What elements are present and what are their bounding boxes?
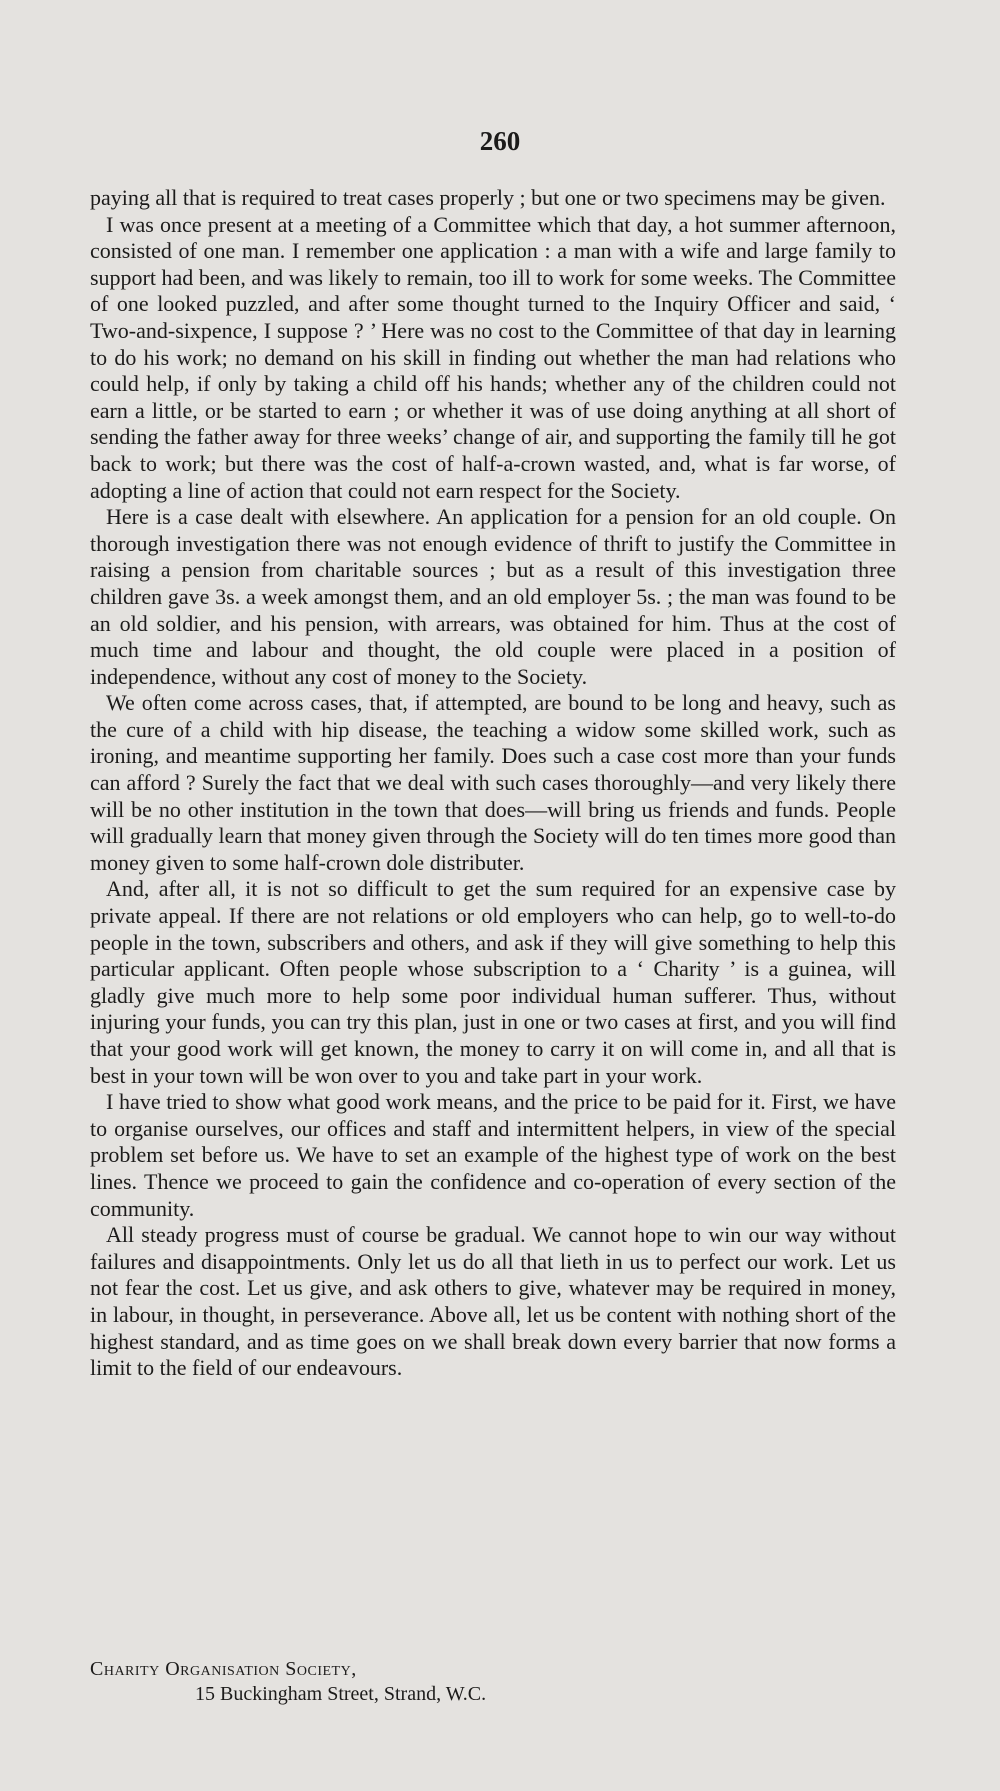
signature-block (90, 1657, 890, 1707)
body-text (90, 185, 896, 1382)
organisation-address: 15 Buckingham Street, Strand, W.C. (195, 1683, 487, 1705)
paragraph: Here is a case dealt with elsewhere. An application for a pension for an old couple. On thorough investigation there was not enough evidence of thrift to justify the Committee in raising a pension from charitable sources ; but as a result of this investigation three children gave 3s. a week amongst them, and an old employer 5s. ; the man was found to be an old soldier, and his pension, with arrears, was obtained for him. Thus at the cost of much time and labour and thought, the old couple were placed in a position of independence, without any cost of money to the Society. (90, 504, 896, 689)
paragraph: I was once present at a meeting of a Committee which that day, a hot summer afternoon, consisted of one man. I remember one application : a man with a wife and large family to support had been, and was likely to remain, too ill to work for some weeks. The Committee of one looked puzzled, and after some thought turned to the Inquiry Officer and said, ‘ Two-and-sixpence, I suppose ? ’ Here was no cost to the Committee of that day in learning to do his work; no demand on his skill in finding out whether the man had relations who could help, if only by taking a child off his hands; whether any of the children could not earn a little, or be started to earn ; or whether it was of use doing anything at all short of sending the father away for three weeks’ change of air, and supporting the family till he got back to work; but there was the cost of half-a-crown wasted, and, what is far worse, of adopting a line of action that could not earn respect for the Society. (90, 211, 896, 503)
organisation-name: Charity Organisation Society, (90, 1658, 357, 1680)
page-number: 260 (479, 126, 521, 156)
paragraph: paying all that is required to treat cases properly ; but one or two specimens may be given. (90, 185, 886, 210)
paragraph: And, after all, it is not so difficult to get the sum required for an expensive case by private appeal. If there are not relations or old employers who can help, go to well-to-do people in the town, subscribers and others, and ask if they will give something to help this particular applicant. Often people whose subscription to a ‘ Charity ’ is a guinea, will gladly give much more to help some poor individual human sufferer. Thus, without injuring your funds, you can try this plan, just in one or two cases at first, and you will find that your good work will get known, the money to carry it on will come in, and all that is best in your town will be won over to you and take part in your work. (90, 876, 896, 1088)
paragraph: All steady progress must of course be gradual. We cannot hope to win our way without failures and disappointments. Only let us do all that lieth in us to perfect our work. Let us not fear the cost. Let us give, and ask others to give, whatever may be required in money, in labour, in thought, in perseverance. Above all, let us be content with nothing short of the highest standard, and as time goes on we shall break down every barrier that now forms a limit to the field of our endeavours. (90, 1222, 896, 1381)
paragraph: We often come across cases, that, if attempted, are bound to be long and heavy, such as the cure of a child with hip disease, the teaching a widow some skilled work, such as ironing, and meantime supporting her family. Does such a case cost more than your funds can afford ? Surely the fact that we deal with such cases thoroughly—and very likely there will be no other institution in the town that does—will bring us friends and funds. People will gradually learn that money given through the Society will do ten times more good than money given to some half-crown dole distributer. (90, 690, 896, 875)
paragraph: I have tried to show what good work means, and the price to be paid for it. First, we have to organise ourselves, our offices and staff and intermittent helpers, in view of the special problem set before us. We have to set an example of the highest type of work on the best lines. Thence we proceed to gain the confidence and co-operation of every section of the community. (90, 1089, 896, 1221)
